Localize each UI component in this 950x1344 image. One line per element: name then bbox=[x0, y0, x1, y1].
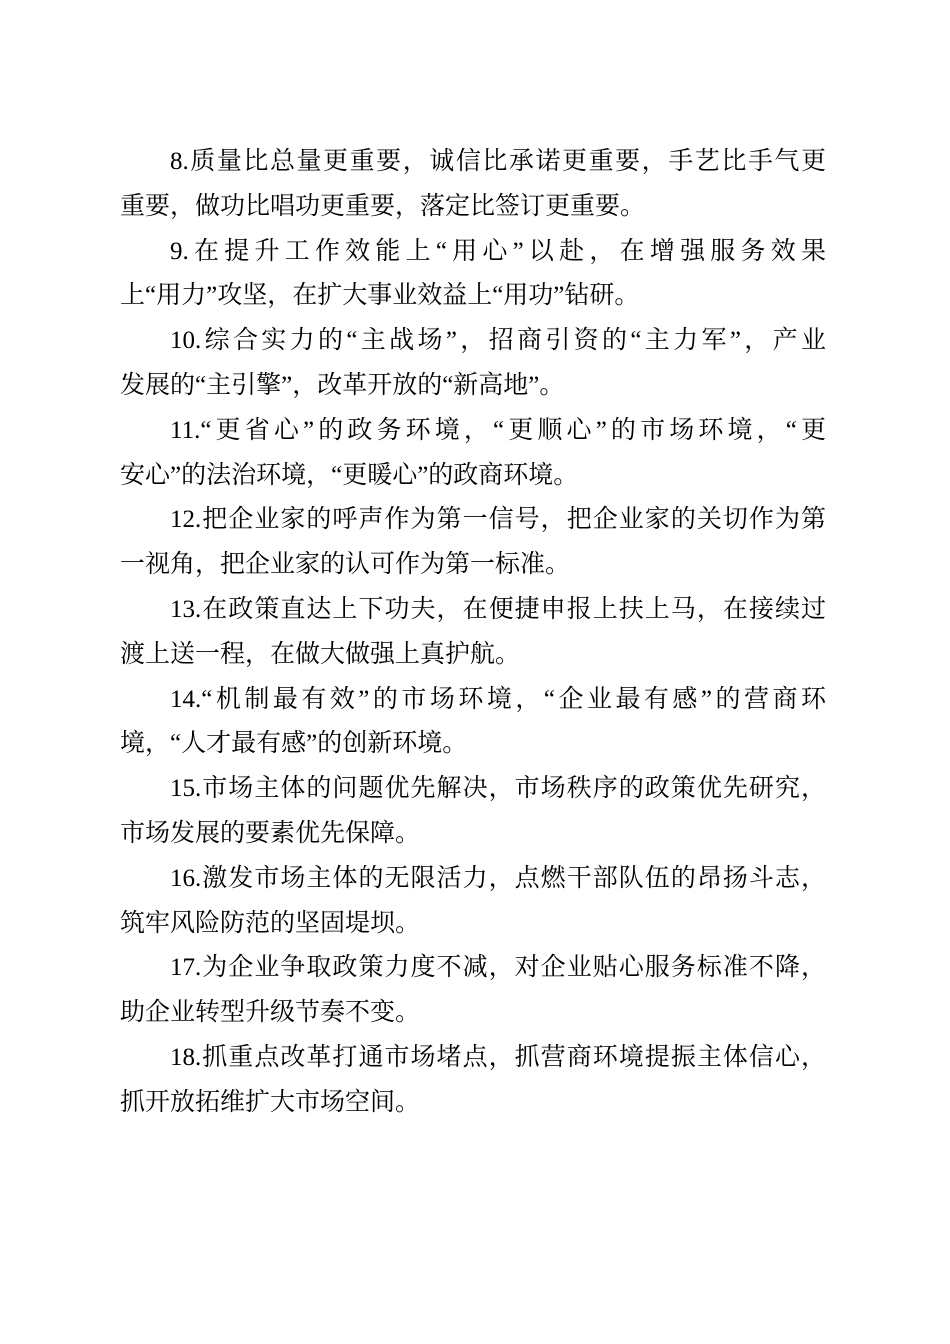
paragraph-line: 发展的“主引擎”，改革开放的“新高地”。 bbox=[120, 371, 565, 399]
paragraph-line: 9.在提升工作效能上“用心”以赴，在增强服务效果 bbox=[170, 237, 826, 265]
paragraph-line: 17.为企业争取政策力度不减，对企业贴心服务标准不降， bbox=[170, 954, 826, 982]
paragraph-line: 抓开放拓维扩大市场空间。 bbox=[120, 1088, 421, 1116]
paragraph-line: 15.市场主体的问题优先解决，市场秩序的政策优先研究， bbox=[170, 775, 826, 803]
list-item-12 bbox=[120, 498, 826, 588]
paragraph-line: 14.“机制最有效”的市场环境，“企业最有感”的营商环 bbox=[170, 685, 826, 713]
list-item-11 bbox=[120, 409, 826, 499]
paragraph-line: 一视角，把企业家的认可作为第一标准。 bbox=[120, 551, 571, 579]
list-item-17 bbox=[120, 946, 826, 1036]
paragraph-line: 上“用力”攻坚，在扩大事业效益上“用功”钻研。 bbox=[120, 282, 640, 310]
list-item-14 bbox=[120, 678, 826, 768]
paragraph-line: 助企业转型升级节奏不变。 bbox=[120, 999, 421, 1027]
paragraph-line: 境，“人才最有感”的创新环境。 bbox=[120, 730, 468, 758]
list-item-8 bbox=[120, 140, 826, 230]
paragraph-line: 16.激发市场主体的无限活力，点燃干部队伍的昂扬斗志， bbox=[170, 864, 826, 892]
paragraph-line: 12.把企业家的呼声作为第一信号，把企业家的关切作为第 bbox=[170, 506, 826, 534]
paragraph-line: 8.质量比总量更重要，诚信比承诺更重要，手艺比手气更 bbox=[170, 148, 826, 175]
paragraph-line: 13.在政策直达上下功夫，在便捷申报上扶上马，在接续过 bbox=[170, 595, 826, 623]
document-body bbox=[120, 140, 826, 1126]
paragraph-line: 18.抓重点改革打通市场堵点，抓营商环境提振主体信心， bbox=[170, 1043, 826, 1071]
paragraph-line: 安心”的法治环境，“更暖心”的政商环境。 bbox=[120, 461, 579, 489]
list-item-16 bbox=[120, 857, 826, 947]
paragraph-line: 11.“更省心”的政务环境，“更顺心”的市场环境，“更 bbox=[170, 416, 826, 444]
list-item-18 bbox=[120, 1036, 826, 1126]
list-item-10 bbox=[120, 319, 826, 409]
paragraph-line: 10.综合实力的“主战场”，招商引资的“主力军”，产业 bbox=[170, 327, 826, 355]
paragraph-line: 筑牢风险防范的坚固堤坝。 bbox=[120, 909, 421, 937]
list-item-15 bbox=[120, 767, 826, 857]
list-item-13 bbox=[120, 588, 826, 678]
paragraph-line: 市场发展的要素优先保障。 bbox=[120, 819, 421, 847]
paragraph-line: 渡上送一程，在做大做强上真护航。 bbox=[120, 640, 521, 668]
paragraph-line: 重要，做功比唱功更重要，落定比签订更重要。 bbox=[120, 192, 646, 220]
list-item-9 bbox=[120, 230, 826, 320]
